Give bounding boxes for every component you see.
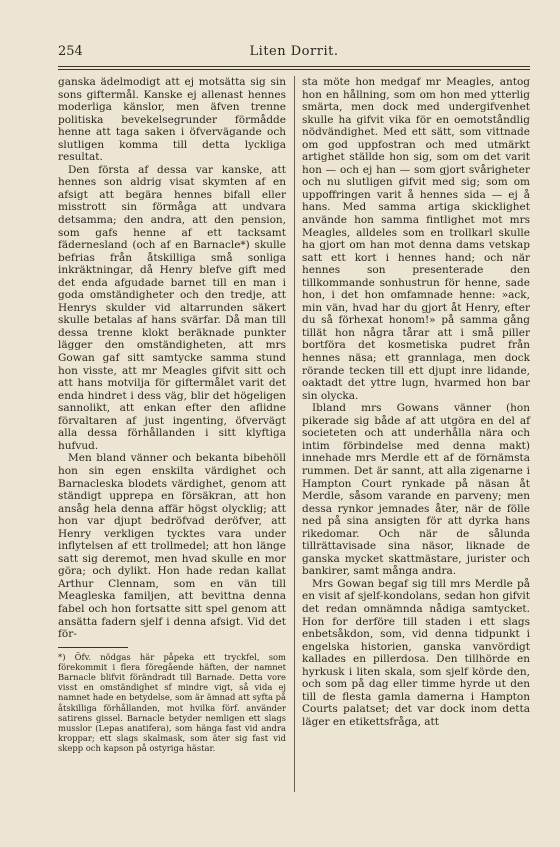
footnote: *) Öfv. nödgas här påpeka ett tryckfel, som förekommit i flera föregående häften, der namnet Barnacle blifvit förändradt till Barnade. Detta vore visst en omständighet sf mindre vigt, så vida ej namnet hade en betydelse, som är ämnad att syfta på åtskilliga förhållanden, mot hvilka förf. använder satirens gissel. Barnacle betyder nemligen ett slags musslor (Lepas anatifera), som hänga fast vid andra kroppar; ett slags skalmask, som äter sig fast vid skepp och kapson på ostyriga hästar. — [58, 651, 286, 754]
right-column — [302, 76, 530, 728]
left-column — [58, 76, 286, 754]
right-paragraph-2: Ibland mrs Gowans vänner (hon pikerade sig både af att utgöra en del af societeten och att underhålla nära och intim förbindelse med denna makt) innehade mrs Merdle ett af de förnämsta rummen. Det är sannt, att alla zigenarne i Hampton Court rynkade på näsan åt Merdle, såsom varande en parveny; men dessa rynkor jemnades åter, när de fölle ned på sina ansigten för att dyrka hans rikedomar. Och när de sålunda tillrättavisade sina näsor, liknade de ganska mycket skattmästare, jurister och bankirer, samt många andra. — [302, 402, 530, 578]
right-paragraph-3: Mrs Gowan begaf sig till mrs Merdle på en visit af sjelf-kondolans, sedan hon gifvit det redan omnämnda nådiga samtycket. Hon for derföre till staden i ett slags enbetsåkdon, som, vid denna tidpunkt i engelska historien, ganska vanvördigt kallades en pillerdosa. Den tillhörde en hyrkusk i liten skala, som sjelf körde den, och som på dag eller timme hyrde ut den till de flesta gamla damerna i Hampton Courts palatset; det var dock inom detta läger en etikettsfråga, att — [302, 577, 530, 728]
left-paragraph-3: Men bland vänner och bekanta bibehöll hon sin egen enskilta värdighet och Barnacleska blodets värdighet, genom att ständigt upprepa en försäkran, att hon ansåg hela denna affär högst olycklig; att hon var djupt bedröfvad deröfver, att Henry verkligen tycktes vara under inflytelsen af ett trollmedel; att hon länge satt sig deremot, men hvad skulle en mor göra; och dylikt. Hon hade redan kallat Arthur Clennam, som en vän till Meagleska familjen, att bevittna denna fabel och hon fortsatte sitt spel genom att ansätta fadern sjelf i denna afsigt. Vid det för- — [58, 452, 286, 641]
header-rule — [58, 66, 530, 67]
page-number: 254 — [58, 44, 83, 59]
header-rule-double — [58, 69, 530, 70]
page-header — [58, 44, 530, 62]
right-paragraph-1: sta möte hon medgaf mr Meagles, antog hon en hållning, som om hon med ytterlig smärta, men dock med undergifvenhet skulle ha gifvit vika för en oemotståndlig nödvändighet. Med ett sätt, som vittnade om god uppfostran och med utmärkt artighet ställde hon sig, som om det varit hon — och ej han — som gjort svårigheter och nu slutligen gifvit med sig; som om uppoffringen varit å hennes sida — ej å hans. Med samma artiga skicklighet använde hon samma fintlighet mot mrs Meagles, alldeles som en trollkarl skulle ha gjort om han mot denna dams vetskap satt ett kort i hennes hand; och när hennes son presenterade den tillkommande sonhustrun för henne, sade hon, i det hon omfamnade henne: »ack, min vän, hvad har du gjort åt Henry, efter du så förhexat honom!» på samma gång tillät hon några tårar att i små piller bortföra det kosmetiska pudret från hennes näsa; ett grannlaga, men dock rörande tecken till ett djupt inre lidande, oaktadt det yttre lugn, hvarmed hon bar sin olycka. — [302, 76, 530, 402]
footnote-rule — [58, 647, 128, 648]
left-paragraph-2: Den första af dessa var kanske, att hennes son aldrig visat skymten af en afsigt att begära hennes bifall eller misstrott sin förmåga att undvara detsamma; den andra, att den pension, som gafs henne af ett tacksamt fädernesland (och af en Barnacle*) skulle befrias från åtskilliga små sonliga inkräktningar, då Henry blefve gift med det enda afgudade barnet till en man i goda omständigheter och den tredje, att Henrys skulder vid altarrunden säkert skulle betalas af hans svärfar. Då man till dessa trenne klokt beräknade punkter lägger den omständigheten, att mrs Gowan gaf sitt samtycke samma stund hon visste, att mr Meagles gifvit sitt och att hans motvilja för giftermålet varit det enda hindret i dess väg, blir det högeligen sannolikt, att enkan efter den aflidne förvaltaren af just ingenting, öfvervägt alla dessa förhållanden i sitt klyftiga hufvud. — [58, 163, 286, 452]
left-paragraph-1: ganska ädelmodigt att ej motsätta sig sin sons giftermål. Kanske ej allenast hennes moderliga känslor, men äfven trenne politiska bevekelsegrunder förmådde henne att taga saken i öfvervägande och slutligen komma till detta lyckliga resultat. — [58, 76, 286, 164]
column-separator — [294, 76, 295, 792]
running-title: Liten Dorrit. — [249, 44, 339, 59]
